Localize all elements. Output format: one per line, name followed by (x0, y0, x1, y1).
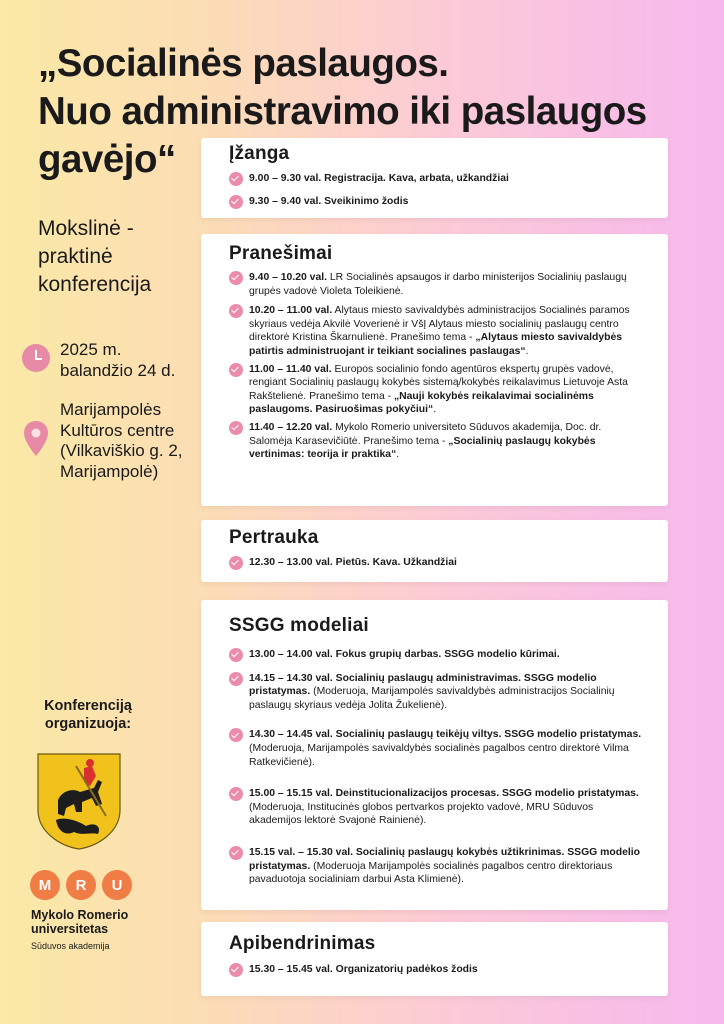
check-icon (229, 271, 243, 285)
item-tail: . (525, 345, 529, 357)
list-item (229, 363, 646, 417)
item-text: (Moderuoja Marijampolės socialinės pagalbos centro direktoriaus pavaduotoja socialiniam darbui Asta Klimienė). (249, 860, 613, 886)
mru-name-line-2: universitetas (31, 922, 109, 936)
section-summary-title: Apibendrinimas (229, 933, 376, 954)
organizers-label-line-2: organizuoja: (44, 716, 132, 732)
section-break-title: Pertrauka (229, 527, 319, 548)
list-item (229, 172, 646, 186)
item-time: 13.00 – 14.00 val. Fokus grupių darbas. SSGG modelio kūrimai. (249, 649, 560, 660)
location-line-2: Kultūros centre (60, 420, 175, 440)
organizers-label-line-1: Konferenciją (44, 698, 132, 714)
check-icon (229, 304, 243, 318)
section-models (201, 600, 668, 910)
list-item (229, 271, 646, 298)
section-reports (201, 234, 668, 506)
event-date (22, 340, 175, 381)
item-text: (Moderuoja, Marijampolės savivaldybės administracijos Socialinių paslaugų skyriaus vedėja Jolita Žukelienė). (249, 686, 615, 711)
location-line-3: (Vilkaviškio g. 2, (60, 441, 183, 460)
check-icon (229, 421, 243, 435)
check-icon (229, 963, 243, 977)
item-time: 11.00 – 11.40 val. (249, 363, 332, 375)
item-tail: . (433, 404, 437, 416)
item-time: 15.00 – 15.15 val. Deinstitucionalizacijos procesas. SSGG modelio pristatymas. (249, 788, 639, 800)
item-time: 14.30 – 14.45 val. Socialinių paslaugų teikėjų viltys. SSGG modelio pristatymas. (249, 729, 642, 741)
mru-name (31, 908, 128, 936)
check-icon (229, 672, 243, 686)
event-title-line-2: Nuo administravimo iki paslaugos (38, 90, 647, 133)
item-text: 12.30 – 13.00 val. Pietūs. Kava. Užkandžiai (249, 557, 457, 568)
check-icon (229, 556, 243, 570)
list-item (229, 787, 646, 828)
mru-logo (30, 870, 132, 900)
item-tail: . (396, 449, 400, 461)
event-title-line-1: „Socialinės paslaugos. (38, 42, 449, 85)
item-text: Mykolo Romerio universiteto Sūduvos akademija, Doc. dr. Salomėja Karasevičiūtė. Pranešimo tema - (249, 421, 602, 447)
item-text: Europos socialinio fondo agentūros ekspertų grupės vadovė, rengiant Socialinių paslaugų kokybės sistemą/kokybės reikalavimus Lietuvoje Asta Rakštelienė. Pranešimo tema - (249, 363, 628, 402)
item-text: LR Socialinės apsaugos ir darbo ministerijos Socialinių paslaugų grupės vadovė Violeta Toleikienė. (249, 272, 627, 297)
mru-logo-letter-u: U (102, 870, 132, 900)
item-text: Alytaus miesto savivaldybės administracijos Socialinės paramos skyriaus vedėja Akvilė Voverienė ir VšĮ Alytaus miesto socialinių paslaugų centro direktorė Kristina Škarnulienė. Pranešimo tema - (249, 305, 630, 344)
mru-name-line-1: Mykolo Romerio (31, 908, 129, 922)
list-item (229, 963, 646, 977)
item-text: 9.30 – 9.40 val. Sveikinimo žodis (249, 195, 409, 207)
check-icon (229, 195, 243, 209)
subtitle-line-2: praktinė (38, 245, 113, 268)
section-models-title: SSGG modeliai (229, 615, 369, 636)
check-icon (229, 648, 243, 662)
list-item (229, 648, 646, 662)
item-topic: „Nauji kokybės reikalavimai socialinėms paslaugoms. Pasiruošimas pokyčiui“ (249, 390, 594, 416)
event-title-line-3: gavėjo“ (38, 138, 176, 181)
item-text: 15.30 – 15.45 val. Organizatorių padėkos žodis (249, 964, 478, 975)
check-icon (229, 728, 243, 742)
item-time: 10.20 – 11.00 val. (249, 305, 333, 317)
section-reports-title: Pranešimai (229, 243, 333, 264)
organizers-label (28, 697, 148, 733)
list-item (229, 672, 646, 713)
section-break (201, 520, 668, 582)
item-time: 9.40 – 10.20 val. (249, 272, 327, 283)
check-icon (229, 363, 243, 377)
location-text (60, 400, 183, 482)
date-line-1: 2025 m. (60, 340, 122, 359)
location-line-4: Marijampolė) (60, 461, 159, 481)
subtitle-line-1: Mokslinė - (38, 217, 134, 240)
list-item (229, 195, 646, 209)
list-item (229, 556, 646, 570)
check-icon (229, 172, 243, 186)
item-time: 14.15 – 14.30 val. Socialinių paslaugų administravimas. SSGG modelio pristatymas. (249, 672, 597, 698)
mru-academy: Sūduvos akademija (31, 941, 110, 951)
clock-icon (22, 344, 50, 372)
item-text: (Moderuoja, Institucinės globos pertvarkos projekto vadovė, MRU Sūduvos akademijos lektorė Svajonė Rainienė). (249, 801, 594, 827)
date-text (60, 340, 175, 381)
list-item (229, 846, 646, 887)
item-topic: „Socialinių paslaugų kokybės vertinimas: teorija ir praktika“ (249, 435, 596, 461)
event-location (22, 400, 183, 482)
item-text: (Moderuoja, Marijampolės savivaldybės socialinės pagalbos centro direktorė Vilma Ratkevičienė). (249, 742, 629, 768)
event-subtitle (38, 215, 198, 299)
list-item (229, 421, 646, 462)
section-summary (201, 922, 668, 996)
marijampole-coat-of-arms (36, 752, 122, 850)
check-icon (229, 846, 243, 860)
list-item (229, 728, 646, 769)
item-time: 11.40 – 12.20 val. (249, 421, 333, 433)
item-topic: „Alytaus miesto savivaldybės patirtis administruojant ir teikiant socialines paslaugas“ (249, 332, 623, 357)
mru-logo-letter-m: M (30, 870, 60, 900)
map-pin-icon (22, 420, 50, 458)
location-line-1: Marijampolės (60, 400, 162, 419)
item-text: 9.00 – 9.30 val. Registracija. Kava, arbata, užkandžiai (249, 173, 509, 184)
list-item (229, 304, 646, 358)
section-intro (201, 138, 668, 218)
item-time: 15.15 val. – 15.30 val. Socialinių paslaugų kokybės užtikrinimas. SSGG modelio pristatymas. (249, 846, 640, 872)
check-icon (229, 787, 243, 801)
mru-logo-letter-r: R (66, 870, 96, 900)
date-line-2: balandžio 24 d. (60, 360, 176, 380)
subtitle-line-3: konferencija (38, 273, 152, 296)
section-intro-title: Įžanga (229, 143, 290, 164)
